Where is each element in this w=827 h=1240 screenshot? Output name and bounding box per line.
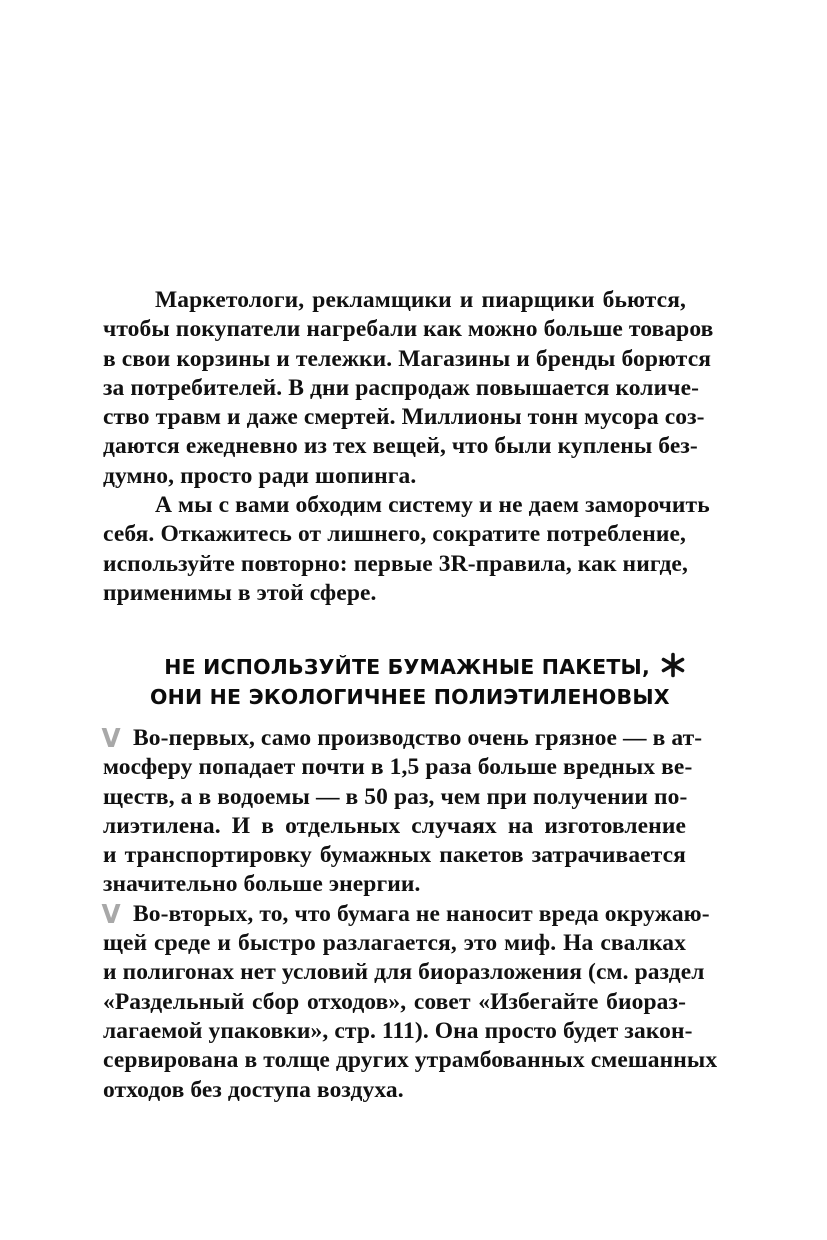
bullet-item <box>101 899 718 1105</box>
section-heading <box>150 652 686 712</box>
bullet-line <box>101 899 710 930</box>
checkmark-bullet-icon: V <box>101 899 121 930</box>
bullet-line: «Раздельный сбор отходов», совет «Избегайте биораз- <box>103 988 686 1015</box>
bullet-line: и транспортировку бумажных пакетов затрачивается <box>103 842 686 869</box>
bullet-line: щей среде и быстро разлагается, это миф. На свалках <box>103 930 686 957</box>
paragraph-line: за потребителей. В дни распродаж повышается количе- <box>103 374 700 401</box>
paragraph-line: даются ежедневно из тех вещей, что были куплены без- <box>103 433 698 460</box>
bullet-item <box>101 724 703 900</box>
paragraph-line: Маркетологи, рекламщики и пиарщики бьются, <box>155 287 686 313</box>
bullet-line: мосферу попадает почти в 1,5 раза больше вредных ве- <box>103 754 693 781</box>
paragraph-line: себя. Откажитесь от лишнего, сократите потребление, <box>103 521 686 548</box>
bullet-line: лиэтилена. И в отдельных случаях на изготовление <box>103 812 686 839</box>
bullet-line: сервирована в толще других утрамбованных смешанных <box>103 1047 718 1074</box>
paragraph-line: используйте повторно: первые 3R-правила, как нигде, <box>103 550 688 577</box>
bullet-line: отходов без доступа воздуха. <box>103 1076 404 1103</box>
paragraph-line: А мы с вами обходим систему и не даем заморочить <box>155 492 710 519</box>
bullet-line: и полигонах нет условий для биоразложения (см. раздел <box>103 959 705 986</box>
bullet-line: значительно больше энергии. <box>103 871 421 898</box>
paragraph-line: применимы в этой сфере. <box>103 579 377 606</box>
heading-line-2: ОНИ НЕ ЭКОЛОГИЧНЕЕ ПОЛИЭТИЛЕНОВЫХ <box>150 685 670 709</box>
heading-line-1 <box>150 652 686 682</box>
bullet-line: лагаемой упаковки», стр. 111). Она просто будет закон- <box>103 1017 693 1044</box>
bullet-line-text: Во-вторых, то, что бумага не наносит вреда окружаю- <box>133 900 710 927</box>
paragraph-line: думно, просто ради шопинга. <box>103 462 417 489</box>
checkmark-bullet-icon: V <box>101 724 121 754</box>
bullet-list <box>101 724 718 1105</box>
intro-text <box>103 286 714 608</box>
asterisk-icon <box>660 652 686 678</box>
heading-text-1: НЕ ИСПОЛЬЗУЙТЕ БУМАЖНЫЕ ПАКЕТЫ, <box>164 655 650 679</box>
bullet-line <box>101 724 703 754</box>
paragraph-line: ство травм и даже смертей. Миллионы тонн мусора соз- <box>103 404 705 431</box>
paragraph-line: чтобы покупатели нагребали как можно больше товаров <box>103 316 714 343</box>
paragraph-line: в свои корзины и тележки. Магазины и бренды борются <box>103 345 712 372</box>
bullet-line-text: Во-первых, само производство очень грязное — в ат- <box>133 725 703 751</box>
bullet-line: ществ, а в водоемы — в 50 раз, чем при получении по- <box>103 783 688 810</box>
